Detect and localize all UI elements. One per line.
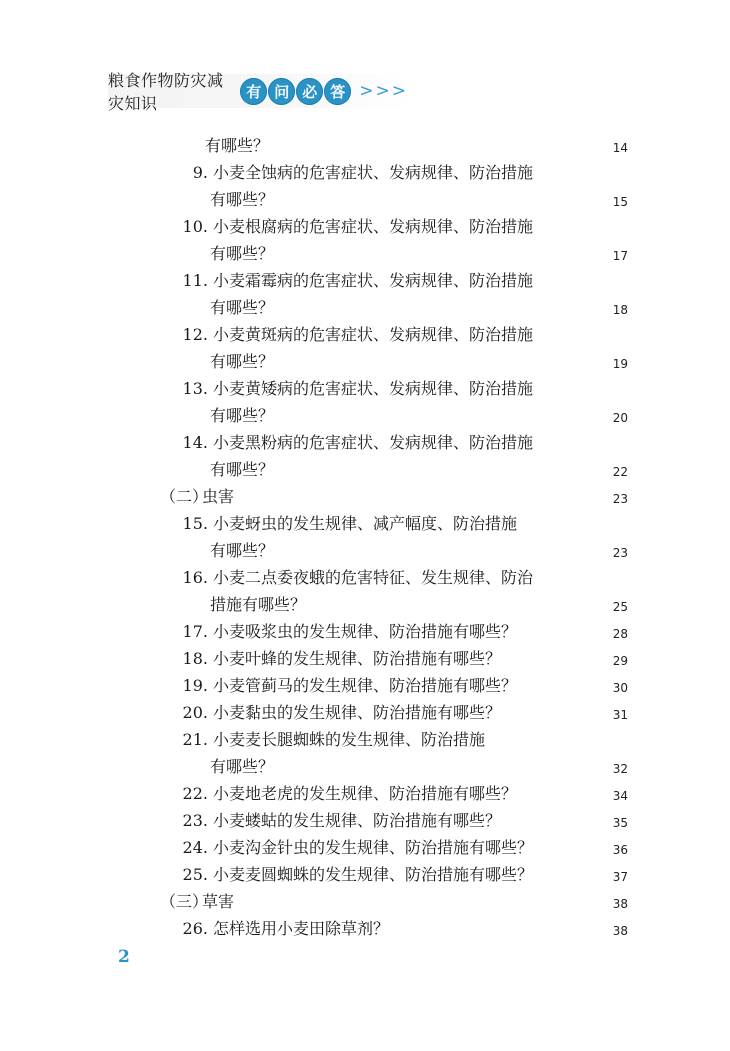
chevrons-icon: >>>: [359, 81, 408, 101]
toc-entry[interactable]: [178, 322, 628, 348]
toc-entry[interactable]: [178, 565, 628, 591]
toc-entry-number: 25.: [182, 865, 208, 884]
toc-entry-number: 23.: [182, 811, 208, 830]
toc-page-number: 17: [612, 249, 628, 263]
toc-entry-title: 小麦黑粉病的危害症状、发病规律、防治措施: [213, 433, 534, 452]
toc-entry[interactable]: [178, 781, 628, 807]
toc-entry-continuation[interactable]: [210, 754, 628, 780]
toc-entry-title: 小麦二点委夜蛾的危害特征、发生规律、防治: [213, 568, 534, 587]
toc-entry[interactable]: [178, 700, 628, 726]
toc-entry-title: 小麦地老虎的发生规律、防治措施有哪些？: [213, 784, 518, 803]
toc-entry-title: 小麦蚜虫的发生规律、减产幅度、防治措施: [213, 514, 518, 533]
toc-entry-title: 小麦麦长腿蜘蛛的发生规律、防治措施: [213, 730, 486, 749]
toc-entry-title: 有哪些？: [210, 406, 275, 425]
toc-entry-title: 小麦吸浆虫的发生规律、防治措施有哪些？: [213, 622, 518, 641]
toc-page-number: 14: [612, 141, 628, 155]
toc-entry[interactable]: [178, 727, 628, 753]
toc-page-number: 36: [612, 843, 628, 857]
toc-page-number: 38: [612, 897, 628, 911]
toc-entry-title: 小麦蝼蛄的发生规律、防治措施有哪些？: [213, 811, 502, 830]
toc-entry-title: 有哪些？: [210, 460, 275, 479]
toc-entry-title: 有哪些？: [210, 298, 275, 317]
toc-entry-number: 13.: [182, 379, 208, 398]
toc-entry-number: 12.: [182, 325, 208, 344]
toc-entry-number: 20.: [182, 703, 208, 722]
toc-entry-number: 16.: [182, 568, 208, 587]
toc-entry[interactable]: [178, 835, 628, 861]
toc-page-number: 29: [612, 654, 628, 668]
toc-entry[interactable]: [178, 673, 628, 699]
toc-entry[interactable]: [160, 484, 628, 510]
toc-entry-title: 虫害: [202, 487, 235, 506]
series-badge: 问: [268, 78, 295, 105]
toc-entry-title: 有哪些？: [210, 541, 275, 560]
toc-page-number: 28: [612, 627, 628, 641]
toc-page-number: 34: [612, 789, 628, 803]
toc-entry[interactable]: [178, 619, 628, 645]
toc-entry-title: 小麦黄矮病的危害症状、发病规律、防治措施: [213, 379, 534, 398]
toc-entry[interactable]: [178, 916, 628, 942]
toc-page-number: 35: [612, 816, 628, 830]
toc-entry-continuation[interactable]: [210, 403, 628, 429]
toc-entry[interactable]: [178, 214, 628, 240]
toc-entry-title: 小麦叶蜂的发生规律、防治措施有哪些？: [213, 649, 502, 668]
toc-entry-title: 有哪些？: [210, 244, 275, 263]
toc-entry[interactable]: [178, 430, 628, 456]
toc-entry-title: 措施有哪些？: [210, 595, 307, 614]
series-badge: 有: [240, 78, 267, 105]
toc-page-number: 15: [612, 195, 628, 209]
series-badge: 答: [324, 78, 351, 105]
toc-entry-continuation[interactable]: [210, 241, 628, 267]
toc-page-number: 23: [612, 546, 628, 560]
toc-entry[interactable]: [178, 376, 628, 402]
toc-entry[interactable]: [178, 511, 628, 537]
toc-entry-title: 有哪些？: [205, 136, 270, 155]
toc-entry-title: 小麦黄斑病的危害症状、发病规律、防治措施: [213, 325, 534, 344]
toc-entry-continuation[interactable]: [205, 133, 628, 159]
toc-entry-title: 有哪些？: [210, 352, 275, 371]
toc-page-number: 38: [612, 924, 628, 938]
toc-entry-continuation[interactable]: [210, 349, 628, 375]
toc-entry-number: 9.: [192, 163, 208, 182]
toc-entry-number: （二）: [160, 487, 209, 506]
toc-entry[interactable]: [178, 646, 628, 672]
toc-entry-number: 18.: [182, 649, 208, 668]
toc-page-number: 18: [612, 303, 628, 317]
toc-page-number: 32: [612, 762, 628, 776]
page-number: 2: [118, 947, 130, 967]
series-badge: 必: [296, 78, 323, 105]
series-badges: [240, 78, 352, 105]
toc-page-number: 25: [612, 600, 628, 614]
toc-page-number: 22: [612, 465, 628, 479]
toc-entry-number: 22.: [182, 784, 208, 803]
toc-entry-title: 有哪些？: [210, 757, 275, 776]
toc-entry[interactable]: [160, 889, 628, 915]
toc-entry-number: 10.: [182, 217, 208, 236]
toc-entry-number: 21.: [182, 730, 208, 749]
toc-entry-title: 怎样选用小麦田除草剂？: [213, 919, 390, 938]
toc-entry[interactable]: [178, 862, 628, 888]
toc-entry-title: 有哪些？: [210, 190, 275, 209]
toc-entry-continuation[interactable]: [210, 457, 628, 483]
toc-entry-number: 11.: [182, 271, 208, 290]
toc-entry-title: 小麦沟金针虫的发生规律、防治措施有哪些？: [213, 838, 534, 857]
toc-entry-title: 小麦黏虫的发生规律、防治措施有哪些？: [213, 703, 502, 722]
toc-entry-continuation[interactable]: [210, 538, 628, 564]
toc-entry-number: 14.: [182, 433, 208, 452]
toc-page-number: 23: [612, 492, 628, 506]
toc-entry-title: 小麦根腐病的危害症状、发病规律、防治措施: [213, 217, 534, 236]
toc-entry-title: 小麦全蚀病的危害症状、发病规律、防治措施: [213, 163, 534, 182]
toc-page-number: 37: [612, 870, 628, 884]
running-header: [108, 71, 408, 113]
toc-page-number: 19: [612, 357, 628, 371]
toc-page-number: 30: [612, 681, 628, 695]
toc-entry[interactable]: [178, 808, 628, 834]
toc-entry-title: 草害: [202, 892, 235, 911]
toc-page-number: 31: [612, 708, 628, 722]
toc-entry-continuation[interactable]: [210, 187, 628, 213]
toc-entry-title: 小麦霜霉病的危害症状、发病规律、防治措施: [213, 271, 534, 290]
toc-entry-continuation[interactable]: [210, 295, 628, 321]
toc-entry-number: 26.: [182, 919, 208, 938]
book-title: 粮食作物防灾减灾知识: [108, 71, 224, 113]
toc-entry-number: 19.: [182, 676, 208, 695]
toc-page-number: 20: [612, 411, 628, 425]
toc-entry-title: 小麦麦圆蜘蛛的发生规律、防治措施有哪些？: [213, 865, 534, 884]
toc-entry-title: 小麦管蓟马的发生规律、防治措施有哪些？: [213, 676, 518, 695]
toc-entry-number: 24.: [182, 838, 208, 857]
toc-entry-number: 15.: [182, 514, 208, 533]
toc-entry[interactable]: [178, 268, 628, 294]
toc-entry[interactable]: [178, 160, 628, 186]
toc-entry-continuation[interactable]: [210, 592, 628, 618]
toc-entry-number: （三）: [160, 892, 209, 911]
toc-entry-number: 17.: [182, 622, 208, 641]
